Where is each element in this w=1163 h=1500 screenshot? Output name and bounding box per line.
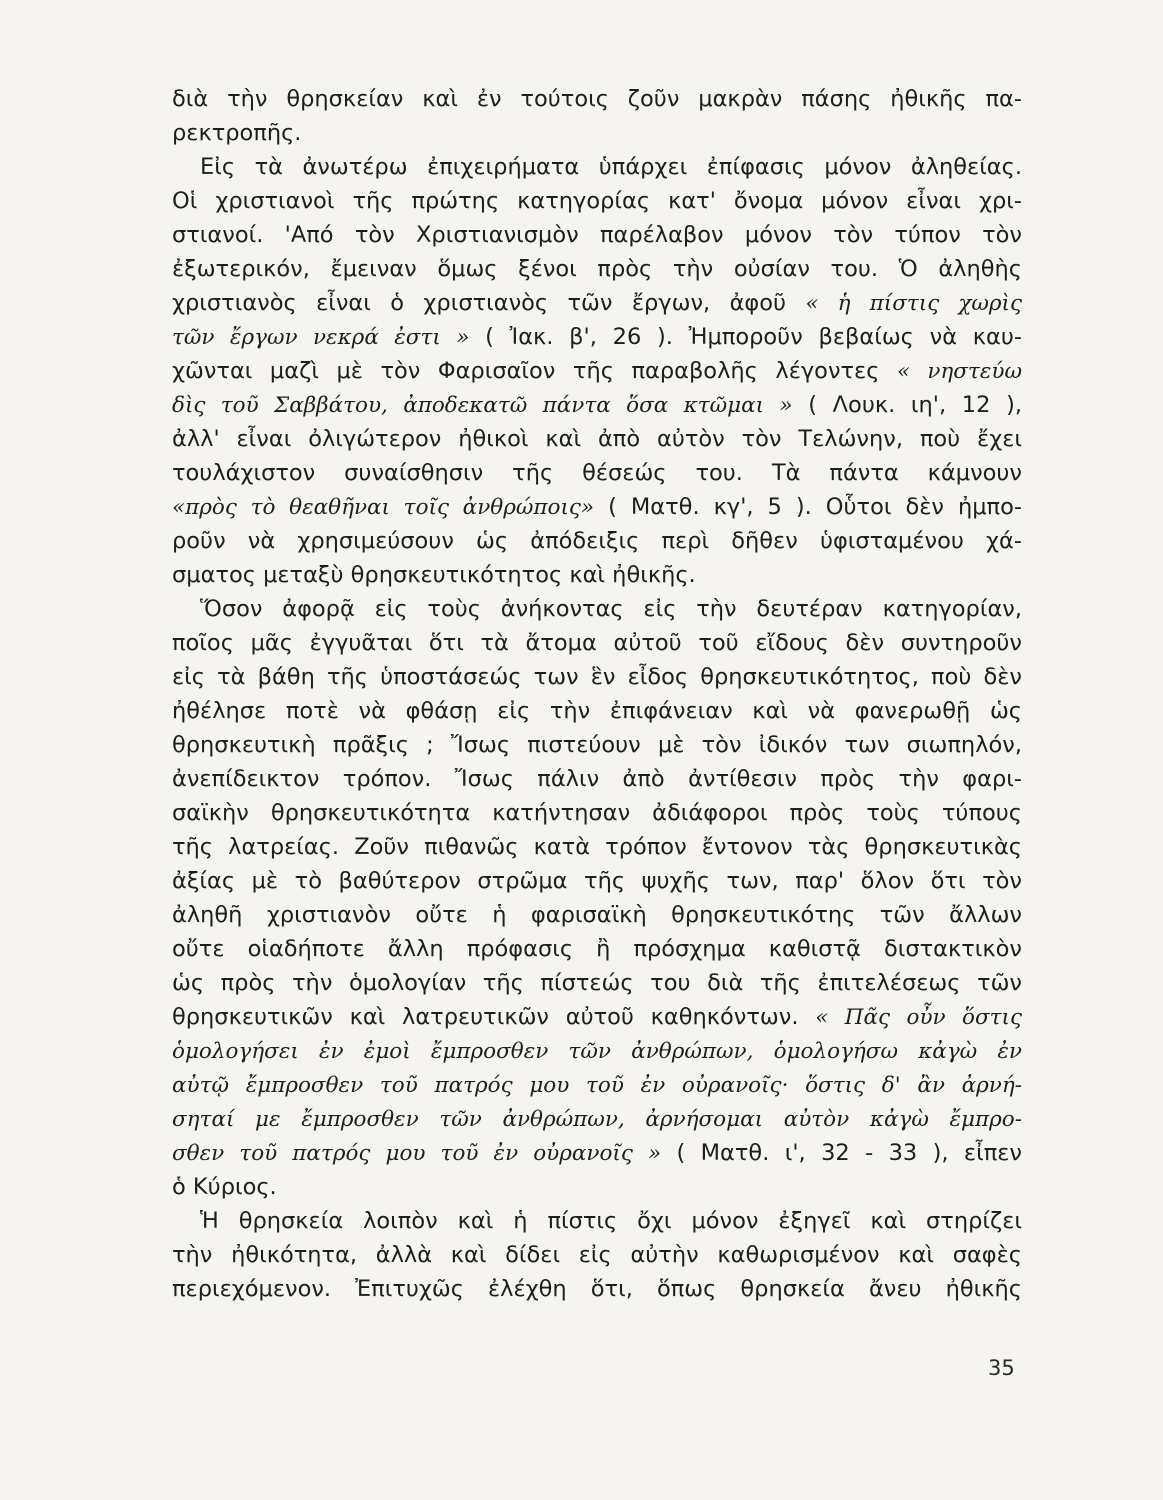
text-line: ροῦν νὰ χρησιμεύσουν ὡς ἀπόδειξις περὶ δῆθεν ὑφισταμένου χά- xyxy=(172,528,1022,554)
text-line: σηταί με ἔμπροσθεν τῶν ἀνθρώπων, ἀρνήσομαι αὐτὸν κἀγὼ ἔμπρο- xyxy=(172,1107,1022,1132)
text-line: Εἰς τὰ ἀνωτέρω ἐπιχειρήματα ὑπάρχει ἐπίφασις μόνον ἀληθείας. xyxy=(200,154,1022,180)
text-line: χριστιανὸς εἶναι ὁ χριστιανὸς τῶν ἔργων, ἀφοῦ « ἡ πίστις χωρὶς xyxy=(172,290,1022,316)
text-line: ρεκτροπῆς. xyxy=(172,120,302,146)
text-line: διὰ τὴν θρησκείαν καὶ ἐν τούτοις ζοῦν μακρὰν πάσης ἠθικῆς πα- xyxy=(172,86,1022,112)
page-number: 35 xyxy=(988,1356,1015,1380)
text-line: τῆς λατρείας. Ζοῦν πιθανῶς κατὰ τρόπον ἔντονον τὰς θρησκευτικὰς xyxy=(172,834,1022,860)
text-line: «πρὸς τὸ θεαθῆναι τοῖς ἀνθρώποις» ( Ματθ. κγ', 5 ). Οὗτοι δὲν ἠμπο- xyxy=(172,494,1022,520)
text-line: τῶν ἔργων νεκρά ἐστι » ( Ἰακ. β', 26 ). Ἠμποροῦν βεβαίως νὰ καυ- xyxy=(172,324,1022,350)
text-line: δὶς τοῦ Σαββάτου, ἀποδεκατῶ πάντα ὅσα κτῶμαι » ( Λουκ. ιη', 12 ), xyxy=(172,392,1023,418)
text-line: ὁμολογήσει ἐν ἐμοὶ ἔμπροσθεν τῶν ἀνθρώπων, ὁμολογήσω κἀγὼ ἐν xyxy=(172,1039,1022,1064)
text-line: ποῖος μᾶς ἐγγυᾶται ὅτι τὰ ἄτομα αὐτοῦ τοῦ εἴδους δὲν συντηροῦν xyxy=(172,630,1022,656)
text-line: σματος μεταξὺ θρησκευτικότητος καὶ ἠθικῆς. xyxy=(172,562,696,588)
text-line: αὐτῷ ἔμπροσθεν τοῦ πατρός μου τοῦ ἐν οὐρανοῖς· ὅστις δ' ἂν ἀρνή- xyxy=(172,1073,1022,1098)
text-line: ἀληθῆ χριστιανὸν οὔτε ἡ φαρισαϊκὴ θρησκευτικότης τῶν ἄλλων xyxy=(172,902,1022,928)
text-line: τὴν ἠθικότητα, ἀλλὰ καὶ δίδει εἰς αὐτὴν καθωρισμένον καὶ σαφὲς xyxy=(172,1242,1022,1268)
text-line: οὔτε οἱαδήποτε ἄλλη πρόφασις ἢ πρόσχημα καθιστᾷ διστακτικὸν xyxy=(172,936,1022,962)
text-line: ἐξωτερικόν, ἔμειναν ὅμως ξένοι πρὸς τὴν οὐσίαν του. Ὁ ἀληθὴς xyxy=(172,256,1022,282)
text-line: ἀνεπίδεικτον τρόπον. Ἴσως πάλιν ἀπὸ ἀντίθεσιν πρὸς τὴν φαρι- xyxy=(172,766,1022,792)
text-line: Οἱ χριστιανοὶ τῆς πρώτης κατηγορίας κατ' ὄνομα μόνον εἶναι χρι- xyxy=(172,188,1022,214)
text-line: στιανοί. 'Από τὸν Χριστιανισμὸν παρέλαβον μόνον τὸν τύπον τὸν xyxy=(172,222,1022,248)
body-text xyxy=(172,82,1022,1306)
text-line: ἀλλ' εἶναι ὀλιγώτερον ἠθικοὶ καὶ ἀπὸ αὐτὸν τὸν Τελώνην, ποὺ ἔχει xyxy=(172,426,1022,452)
text-line: σθεν τοῦ πατρός μου τοῦ ἐν οὐρανοῖς » ( Ματθ. ι', 32 - 33 ), εἶπεν xyxy=(172,1140,1022,1166)
text-line: θρησκευτικὴ πρᾶξις ; Ἴσως πιστεύουν μὲ τὸν ἰδικόν των σιωπηλόν, xyxy=(172,732,1022,758)
text-line: ὁ Κύριος. xyxy=(172,1174,277,1200)
text-line: εἰς τὰ βάθη τῆς ὑποστάσεώς των ἓν εἶδος θρησκευτικότητος, ποὺ δὲν xyxy=(172,664,1022,690)
text-line: ὡς πρὸς τὴν ὁμολογίαν τῆς πίστεώς του διὰ τῆς ἐπιτελέσεως τῶν xyxy=(172,970,1022,996)
text-line: ἠθέλησε ποτὲ νὰ φθάσῃ εἰς τὴν ἐπιφάνειαν καὶ νὰ φανερωθῇ ὡς xyxy=(172,698,1022,724)
text-line: τουλάχιστον συναίσθησιν τῆς θέσεώς του. Τὰ πάντα κάμνουν xyxy=(172,460,1022,486)
text-line: Ἡ θρησκεία λοιπὸν καὶ ἡ πίστις ὄχι μόνον ἐξηγεῖ καὶ στηρίζει xyxy=(200,1208,1022,1234)
text-line: χῶνται μαζὶ μὲ τὸν Φαρισαῖον τῆς παραβολῆς λέγοντες « νηστεύω xyxy=(172,358,1022,384)
text-line: Ὅσον ἀφορᾷ εἰς τοὺς ἀνήκοντας εἰς τὴν δευτέραν κατηγορίαν, xyxy=(200,596,1022,622)
text-line: ἀξίας μὲ τὸ βαθύτερον στρῶμα τῆς ψυχῆς των, παρ' ὅλον ὅτι τὸν xyxy=(172,868,1022,894)
text-line: θρησκευτικῶν καὶ λατρευτικῶν αὐτοῦ καθηκόντων. « Πᾶς οὖν ὅστις xyxy=(172,1004,1023,1030)
text-line: σαϊκὴν θρησκευτικότητα κατήντησαν ἀδιάφοροι πρὸς τοὺς τύπους xyxy=(172,800,1022,826)
text-line: περιεχόμενον. Ἐπιτυχῶς ἐλέχθη ὅτι, ὅπως θρησκεία ἄνευ ἠθικῆς xyxy=(172,1276,1022,1302)
